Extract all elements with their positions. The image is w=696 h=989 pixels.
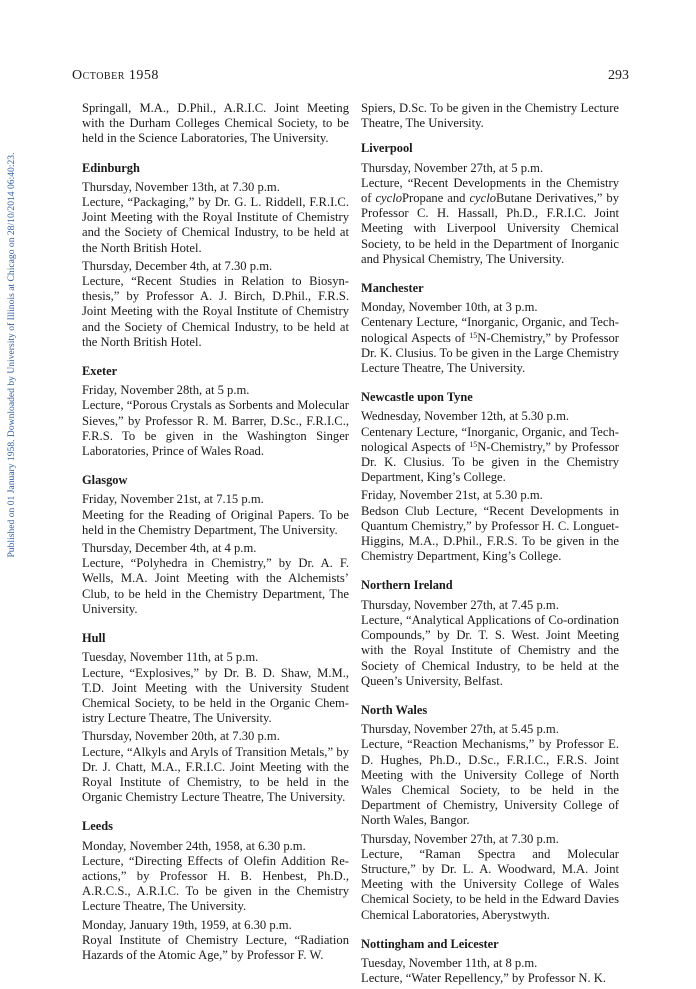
meeting-date: Monday, November 10th, at 3 p.m. xyxy=(361,300,538,315)
meeting-description: Royal Institute of Chemistry Lecture, “Radiation Hazards of the Atomic Age,” by Professor F. W. xyxy=(82,932,349,962)
italic-run: cyclo xyxy=(469,191,497,206)
meeting-description: Lecture, “Polyhedra in Chemistry,” by Dr. A. F. Wells, M.A. Joint Meeting with the Alchemists’ Club, to be held in the Chemistry Department, The University. xyxy=(82,556,349,616)
meeting-date: Wednesday, November 12th, at 5.30 p.m. xyxy=(361,409,570,424)
meeting-entry xyxy=(82,180,349,256)
meeting-description: Bedson Club Lecture, “Recent Developments in Quantum Chemistry,” by Professor H. C. Longuet-Higgins, M.A., D.Phil., F.R.S. To be given in the Chemistry Department, King’s College. xyxy=(361,503,619,564)
meeting-description xyxy=(361,425,619,486)
meeting-description: Lecture, “Analytical Applications of Co-ordination Compounds,” by Dr. T. S. West. Joint Meeting with the Royal Institute of Chemistry and the Society of Chemical Industry, to be held at the Queen’s University, Belfast. xyxy=(361,612,619,688)
meeting-description: Lecture, “Packaging,” by Dr. G. L. Riddell, F.R.I.C. Joint Meeting with the Royal Institute of Chemistry and the Society of Chemical Industry, to be held at the North British Hotel. xyxy=(82,195,349,255)
meeting-description: Lecture, “Explosives,” by Dr. B. D. Shaw, M.M., T.D. Joint Meeting with the University Student Chemical Society, to be held in the Organic Chemistry Lecture Theatre, The University. xyxy=(82,665,349,726)
meeting-entry xyxy=(361,300,619,376)
meeting-description xyxy=(361,315,619,376)
meeting-entry xyxy=(82,729,349,805)
section-heading: Newcastle upon Tyne xyxy=(361,390,473,405)
page-number: 293 xyxy=(608,68,629,83)
meeting-description: Lecture, “Porous Crystals as Sorbents and Molecular Sieves,” by Professor R. M. Barrer, D.Sc., F.R.I.C., F.R.S. To be given in the Washington Singer Laboratories, Prince of Wales Road. xyxy=(82,398,349,459)
text-run: Centenary Lecture, “Inorganic, Organic, and Technological Aspects of xyxy=(361,315,619,345)
meeting-description: Lecture, “Water Repellency,” by Professor N. K. xyxy=(361,971,607,986)
meeting-date: Thursday, November 27th, at 7.30 p.m. xyxy=(361,831,559,846)
meeting-date: Thursday, November 20th, at 7.30 p.m. xyxy=(82,729,280,744)
meeting-date: Friday, November 28th, at 5 p.m. xyxy=(82,383,250,398)
meeting-description: Lecture, “Directing Effects of Olefin Addition Reactions,” by Professor H. B. Henbest, Ph.D., A.R.C.S., A.R.I.C. To be given in the Chemistry Lecture Theatre, The University. xyxy=(82,853,349,914)
meeting-description: Lecture, “Recent Studies in Relation to Biosynthesis,” by Professor A. J. Birch, D.Phil., F.R.S. Joint Meeting with the Royal Institute of Chemistry and the Society of Chemical Industry, to be held at the North British Hotel. xyxy=(82,274,349,349)
text-run: N-Chemistry,” by Professor Dr. K. Clusius. To be given in the Chemistry Department, King’s College. xyxy=(361,439,619,485)
superscript: 15 xyxy=(469,439,478,449)
meeting-date: Thursday, November 13th, at 7.30 p.m. xyxy=(82,179,280,194)
section-heading: Manchester xyxy=(361,281,424,296)
meeting-date: Tuesday, November 11th, at 8 p.m. xyxy=(361,955,538,970)
meeting-date: Thursday, November 27th, at 7.45 p.m. xyxy=(361,597,559,612)
meeting-description xyxy=(361,176,619,267)
meeting-date: Monday, November 24th, 1958, at 6.30 p.m. xyxy=(82,838,306,853)
text-run: N-Chemistry,” by Professor Dr. K. Clusius. To be given in the Large Chemistry Lecture Theatre, The University. xyxy=(361,330,619,376)
meeting-entry xyxy=(82,259,349,350)
meeting-entry xyxy=(361,956,619,986)
continuation-text: Spiers, D.Sc. To be given in the Chemistry Lecture Theatre, The University. xyxy=(361,101,619,131)
section-heading: Edinburgh xyxy=(82,160,140,175)
meeting-description: Lecture, “Alkyls and Aryls of Transition Metals,” by Dr. J. Chatt, M.A., F.R.I.C. Joint Meeting with the Royal Institute of Chemistry, to be held in the Organic Chemistry Lecture Theatre, The University. xyxy=(82,744,349,805)
running-head: October 1958 xyxy=(72,68,159,83)
meeting-date: Thursday, December 4th, at 4 p.m. xyxy=(82,541,257,556)
right-sections xyxy=(361,578,619,986)
meeting-entry xyxy=(361,409,619,485)
meeting-date: Thursday, November 27th, at 5 p.m. xyxy=(361,160,544,175)
meeting-description: Lecture, “Reaction Mechanisms,” by Professor E. D. Hughes, Ph.D., D.Sc., F.R.I.C., F.R.S. Joint Meeting with the University College of North Wales Chemical Society, to be held in the Department of Chemistry, University College of North Wales, Bangor. xyxy=(361,737,619,828)
meeting-entry xyxy=(361,832,619,923)
left-column xyxy=(82,101,349,966)
meeting-entry xyxy=(82,650,349,726)
section-heading: Northern Ireland xyxy=(361,578,453,593)
right-column xyxy=(361,101,619,989)
meeting-date: Thursday, November 27th, at 5.45 p.m. xyxy=(361,722,559,737)
continuation-text: Springall, M.A., D.Phil., A.R.I.C. Joint Meeting with the Durham Colleges Chemical Society, to be held in the Science Laboratories, The University. xyxy=(82,101,349,146)
section-heading: Glasgow xyxy=(82,473,128,488)
meeting-entry xyxy=(82,918,349,964)
meeting-date: Friday, November 21st, at 5.30 p.m. xyxy=(361,488,543,503)
meeting-entry xyxy=(82,839,349,915)
section-heading: Leeds xyxy=(82,819,113,834)
meeting-date: Friday, November 21st, at 7.15 p.m. xyxy=(82,492,264,507)
meeting-entry xyxy=(361,161,619,267)
left-sections xyxy=(82,161,349,964)
meeting-entry xyxy=(82,541,349,617)
text-run: Propane and xyxy=(402,191,470,206)
section-heading: Hull xyxy=(82,631,106,646)
text-run: Centenary Lecture, “Inorganic, Organic, and Technological Aspects of xyxy=(361,424,619,454)
superscript: 15 xyxy=(469,330,478,340)
text-run: Lecture, “Recent Developments in the Chemistry of xyxy=(361,175,619,206)
text-run: Butane Derivatives,” by Professor C. H. Hassall, Ph.D., F.R.I.C. Joint Meeting with Liverpool University Chemical Society, to be held in the Department of Inorganic and Physical Chemistry, The University. xyxy=(361,191,620,266)
meeting-entry xyxy=(361,722,619,828)
meeting-description: Lecture, “Raman Spectra and Molecular Structure,” by Dr. L. A. Woodward, M.A. Joint Meeting with the University College of Wales Chemical Society, to be held in the Edward Davies Chemical Laboratories, Aberystwyth. xyxy=(361,846,619,922)
download-watermark xyxy=(5,120,19,590)
meeting-entry xyxy=(82,383,349,459)
section-heading: Nottingham and Leicester xyxy=(361,936,499,951)
meeting-description: Meeting for the Reading of Original Papers. To be held in the Chemistry Department, The University. xyxy=(82,507,349,537)
italic-run: cyclo xyxy=(375,191,403,206)
page-header xyxy=(72,68,629,88)
section-heading: Exeter xyxy=(82,364,118,379)
download-watermark-text: Published on 01 January 1958. Downloaded by University of Illinois at Chicago on 28/10/2014 06:40:23. xyxy=(6,152,17,558)
meeting-entry xyxy=(361,598,619,689)
meeting-date: Monday, January 19th, 1959, at 6.30 p.m. xyxy=(82,917,292,932)
section-heading: North Wales xyxy=(361,702,428,717)
meeting-date: Tuesday, November 11th, at 5 p.m. xyxy=(82,650,259,665)
meeting-date: Thursday, December 4th, at 7.30 p.m. xyxy=(82,258,273,273)
meeting-entry xyxy=(361,488,619,564)
meeting-entry xyxy=(82,492,349,538)
section-heading: Liverpool xyxy=(361,141,413,156)
